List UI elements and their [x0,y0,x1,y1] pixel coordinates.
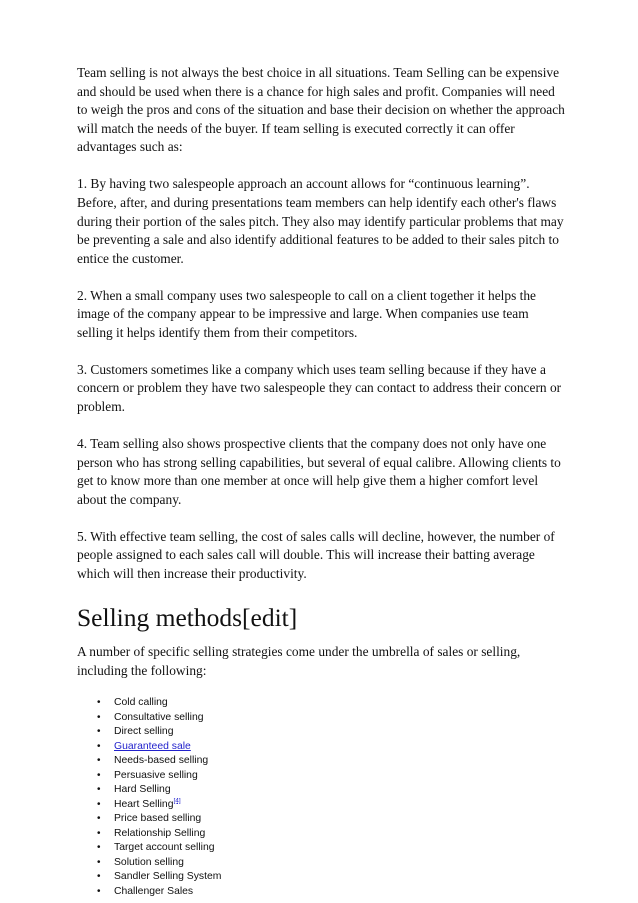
bullet-icon: • [97,755,101,767]
list-item-label: Sandler Selling System [114,871,222,883]
list-item-label: Needs-based selling [114,755,209,767]
paragraph-advantage-3: 3. Customers sometimes like a company which uses team selling because if they have a concern or problem they have two salespeople they can contact to address their concern or problem. [77,361,562,415]
list-item-label: Persuasive selling [114,769,198,781]
bullet-icon: • [97,711,101,723]
list-item-label: Solution selling [114,856,184,868]
paragraph-advantage-4: 4. Team selling also shows prospective clients that the company does not only have one person who has strong selling capabilities, but several of equal calibre. Allowing clients to get to know more than one member at once will help give them a higher comfort level about the company. [77,436,561,507]
bullet-icon: • [97,885,101,897]
list-item [97,812,566,827]
paragraph-intro: Team selling is not always the best choice in all situations. Team Selling can be expensive and should be used when there is a chance for high sales and profit. Companies will need to weigh the pros and cons of the situation and base their decision on whether the approach will match the needs of the buyer. If team selling is executed correctly it can offer advantages such as: [77,65,565,155]
bullet-icon: • [97,784,101,796]
list-item [97,885,566,900]
bullet-icon: • [97,827,101,839]
section-heading: Selling methods[edit] [77,603,298,632]
list-item-label: Hard Selling [114,784,171,796]
list-item [97,870,566,885]
bullet-icon: • [97,740,101,752]
list-item [97,856,566,871]
list-item-label: Cold calling [114,697,168,709]
list-item-label: Relationship Selling [114,827,206,839]
list-item-label: Direct selling [114,726,174,738]
paragraph-advantage-5: 5. With effective team selling, the cost of sales calls will decline, however, the number of people assigned to each sales call will double. This will increase their batting average which will then increase their productivity. [77,528,555,582]
selling-methods-list [77,696,566,899]
list-item [97,798,566,813]
list-item-label: Heart Selling [114,798,174,810]
list-item [97,725,566,740]
list-item-label: Target account selling [114,842,215,854]
bullet-icon: • [97,726,101,738]
list-item [97,783,566,798]
list-item [97,841,566,856]
guaranteed-sale-link[interactable]: Guaranteed sale [114,740,191,752]
paragraph-advantage-1: 1. By having two salespeople approach an account allows for “continuous learning”. Before, after, and during presentations team members can help identify each other's flaws during their portion of the sales pitch. They also may identify particular problems that may be preventing a sale and also identify additional features to be added to their sales pitch to entice the customer. [77,176,564,266]
list-item [97,711,566,726]
list-item [97,696,566,711]
bullet-icon: • [97,856,101,868]
list-item [97,754,566,769]
bullet-icon: • [97,842,101,854]
list-item-label: Consultative selling [114,711,204,723]
citation-link[interactable]: [4] [173,797,181,805]
bullet-icon: • [97,769,101,781]
bullet-icon: • [97,697,101,709]
section-intro: A number of specific selling strategies come under the umbrella of sales or selling, including the following: [77,644,521,678]
list-item [97,769,566,784]
list-item-label: Price based selling [114,813,202,825]
bullet-icon: • [97,798,101,810]
bullet-icon: • [97,813,101,825]
list-item [97,827,566,842]
list-item-label: Challenger Sales [114,885,194,897]
bullet-icon: • [97,871,101,883]
paragraph-advantage-2: 2. When a small company uses two salespeople to call on a client together it helps the image of the company appear to be impressive and large. When companies use team selling it helps identify them from their competitors. [77,287,537,340]
list-item [97,740,566,755]
